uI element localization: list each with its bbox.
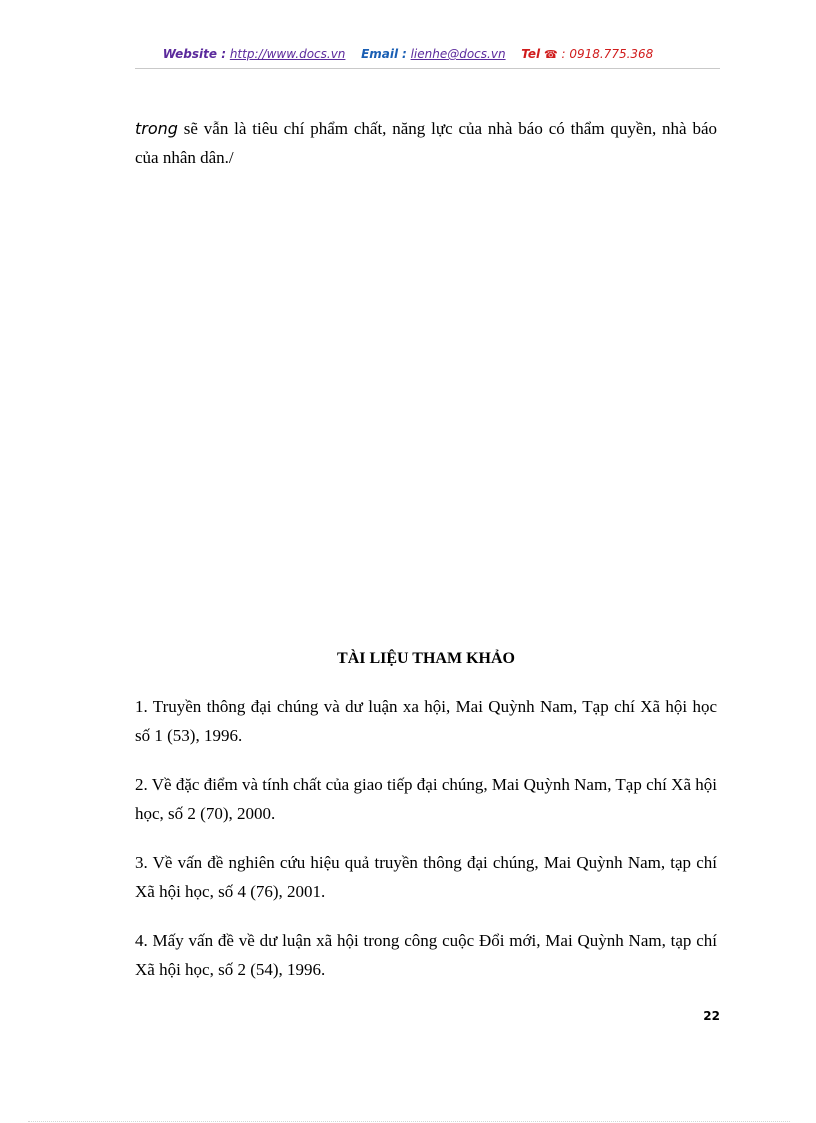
intro-text: sẽ vẫn là tiêu chí phẩm chất, năng lực của nhà báo có thẩm quyền, nhà báo của nhân dân./ (135, 119, 717, 167)
tel-label: Tel (521, 47, 541, 61)
references-title: TÀI LIỆU THAM KHẢO (337, 650, 515, 667)
footer-divider (28, 1121, 790, 1122)
reference-item-3: 3. Về vấn đề nghiên cứu hiệu quả truyền thông đại chúng, Mai Quỳnh Nam, tạp chí Xã hội học, số 4 (76), 2001. (135, 853, 717, 901)
website-label: Website : (162, 47, 226, 61)
page-number: 22 (703, 1009, 720, 1023)
email-label: Email (361, 47, 399, 61)
reference-item-1: 1. Truyền thông đại chúng và dư luận xa hội, Mai Quỳnh Nam, Tạp chí Xã hội học số 1 (53), 1996. (135, 697, 717, 745)
phone-icon: ☎ (543, 48, 558, 61)
email-link[interactable]: lienhe@docs.vn (410, 47, 506, 61)
email-colon: : (401, 47, 407, 61)
website-link[interactable]: http://www.docs.vn (229, 47, 346, 61)
intro-paragraph (135, 114, 717, 172)
header-divider (135, 68, 720, 69)
intro-lead-word: trong (135, 119, 178, 138)
page-header (0, 47, 816, 61)
tel-number: : 0918.775.368 (561, 47, 654, 61)
reference-item-2: 2. Về đặc điểm và tính chất của giao tiếp đại chúng, Mai Quỳnh Nam, Tạp chí Xã hội học, số 2 (70), 2000. (135, 775, 717, 823)
reference-item-4: 4. Mấy vấn đề về dư luận xã hội trong công cuộc Đổi mới, Mai Quỳnh Nam, tạp chí Xã hội học, số 2 (54), 1996. (135, 931, 717, 979)
